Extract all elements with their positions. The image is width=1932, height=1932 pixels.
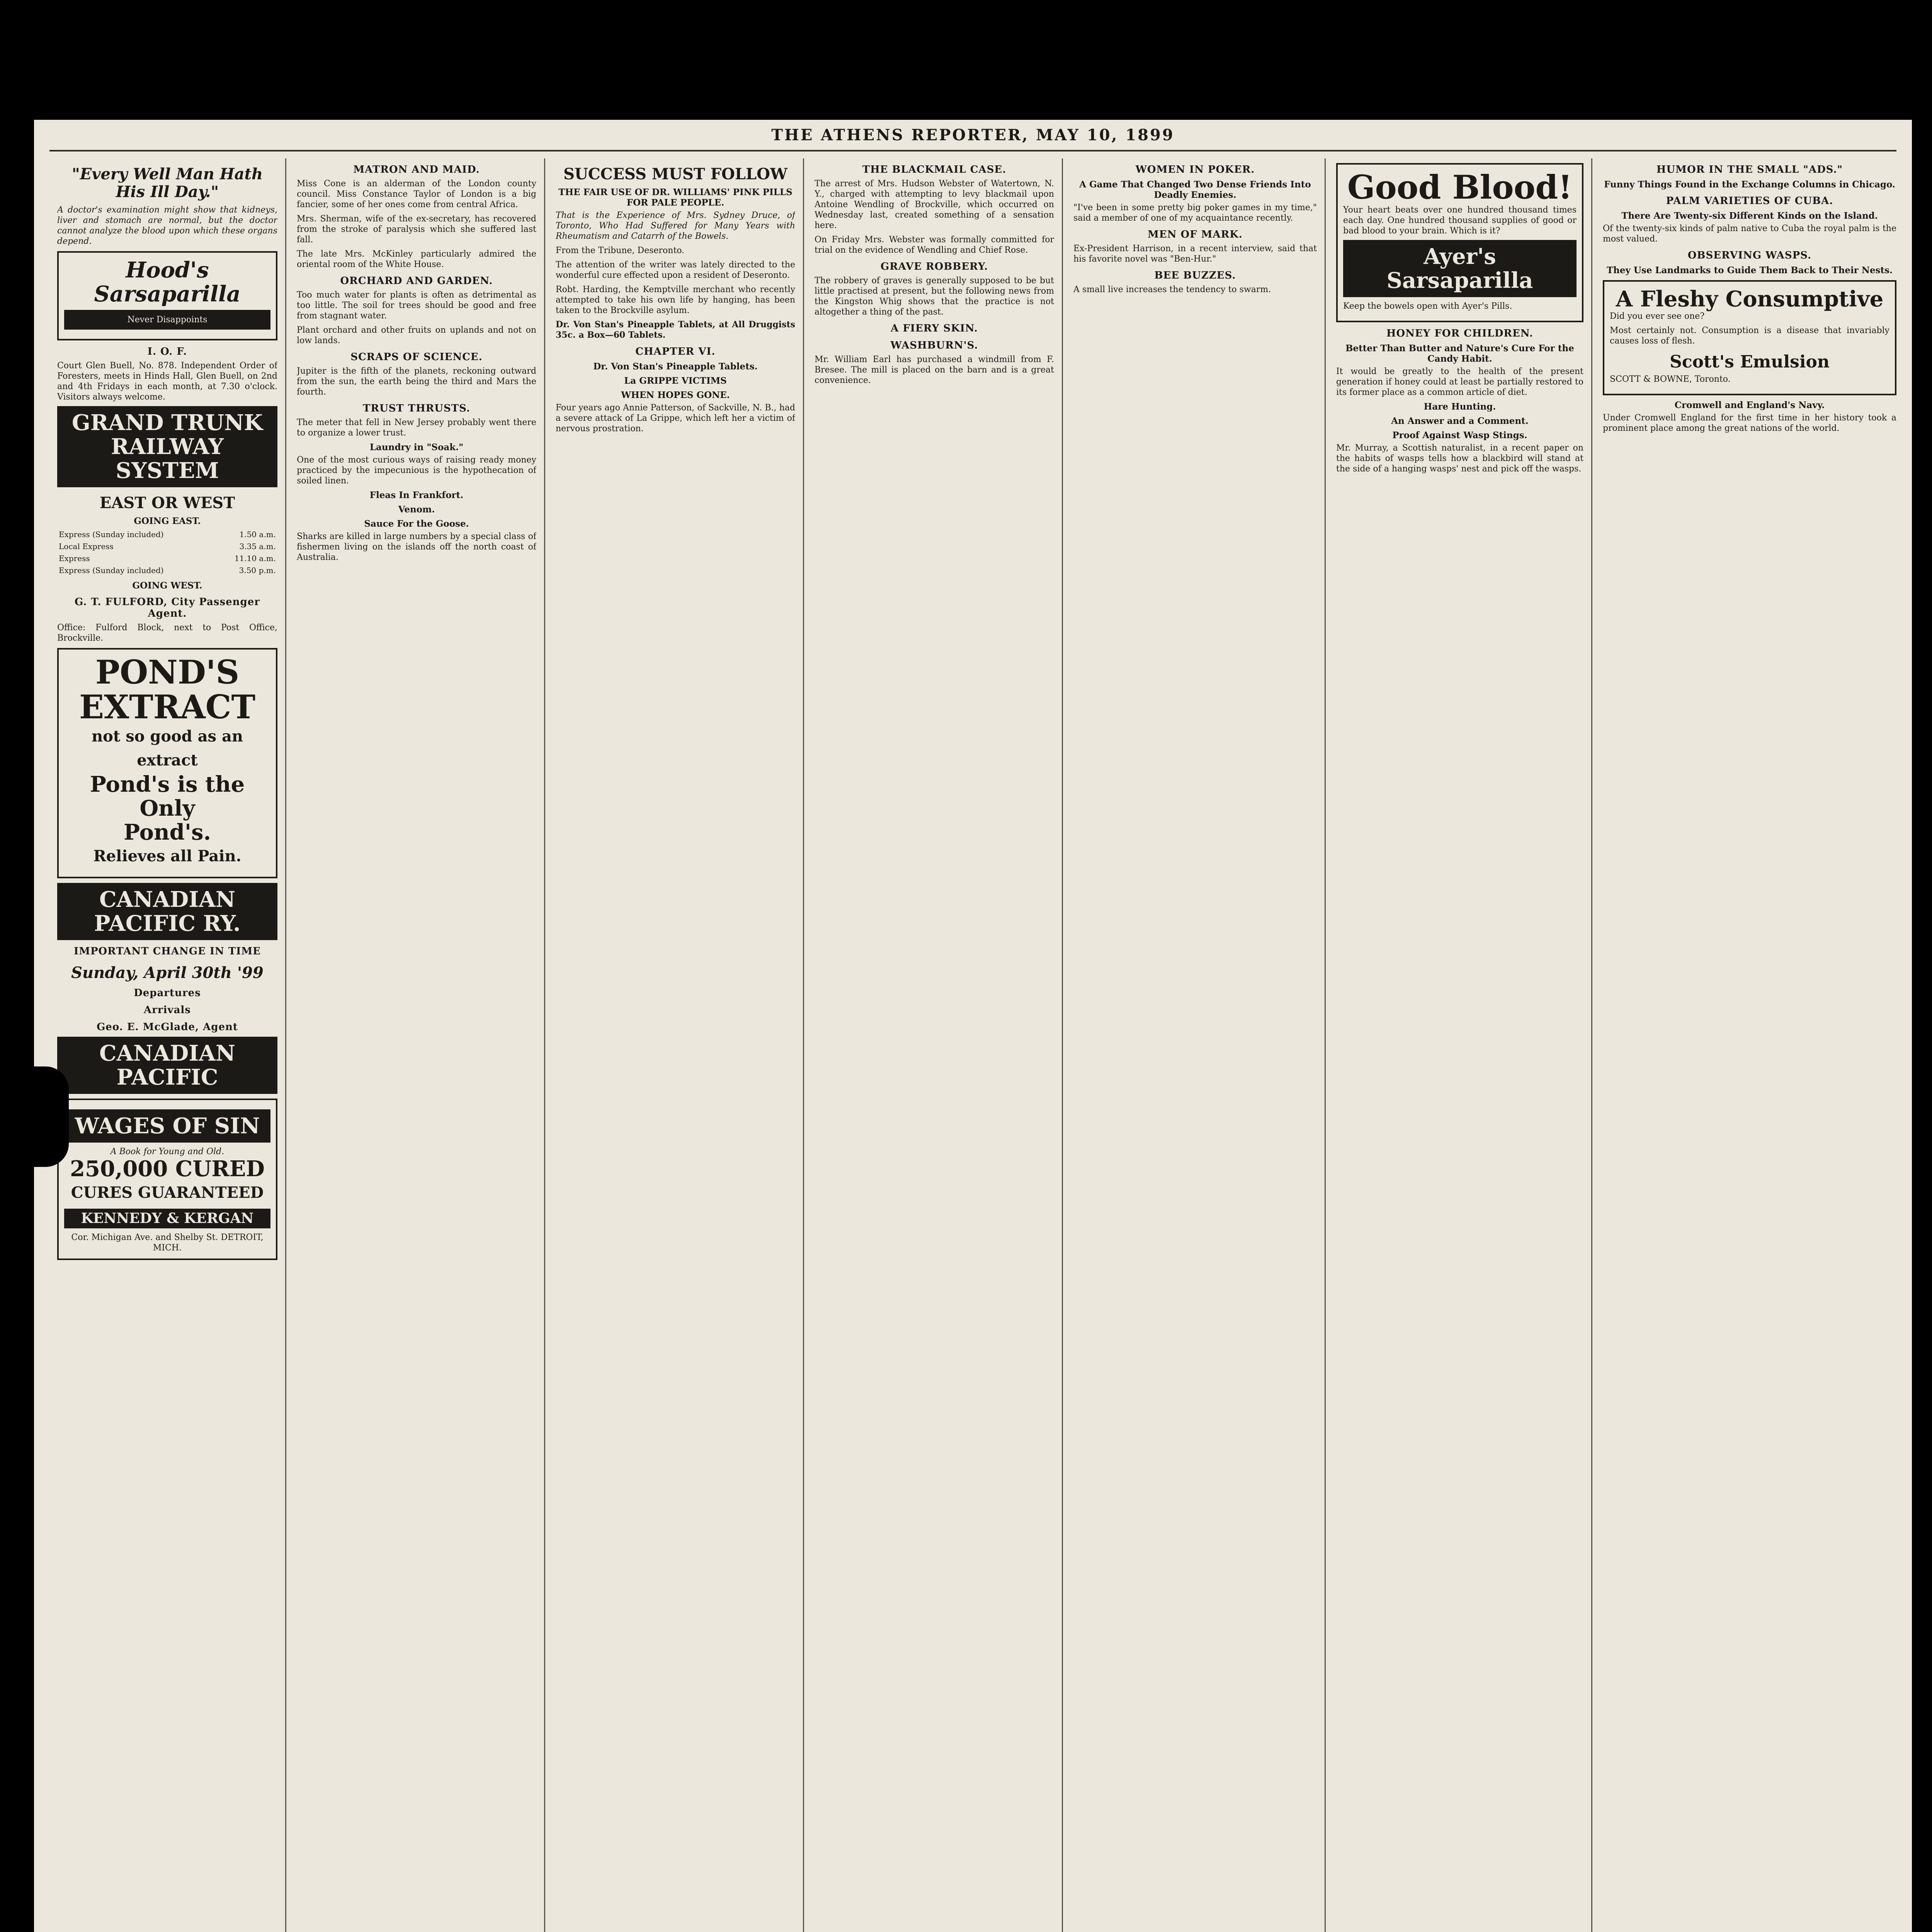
article-paragraph: From the Tribune, Deseronto. xyxy=(556,246,685,255)
newspaper-page xyxy=(34,120,1912,1932)
venom-heading: Venom. xyxy=(398,504,435,515)
wages-of-sin: WAGES OF SIN xyxy=(64,1109,270,1143)
grand-trunk-banner: GRAND TRUNK RAILWAY SYSTEM xyxy=(57,406,277,487)
column-6 xyxy=(1336,158,1583,1932)
hoods-ad-headline: "Every Well Man Hath His Ill Day." xyxy=(71,165,263,201)
article-paragraph: "I've been in some pretty big poker games in my time," said a member of one of my acquaintance recently. xyxy=(1073,203,1317,223)
article-paragraph: A small live increases the tendency to swarm. xyxy=(1073,285,1271,294)
article-paragraph: Sharks are killed in large numbers by a special class of fishermen living on the islands off the north coast of Australia. xyxy=(297,532,536,562)
success-subhead: THE FAIR USE OF DR. WILLIAMS' PINK PILLS FOR PALE PEOPLE. xyxy=(558,187,793,208)
article-paragraph: Ex-President Harrison, in a recent interview, said that his favorite novel was "Ben-Hur." xyxy=(1073,244,1317,264)
canadian-pacific-banner-2: CANADIAN PACIFIC xyxy=(57,1037,277,1094)
article-paragraph: Mrs. Sherman, wife of the ex-secretary, has recovered from the stroke of paralysis which she suffered last fall. xyxy=(297,214,536,245)
table-row: Express (Sunday included) 1.50 a.m. xyxy=(59,530,276,539)
masthead-rule xyxy=(49,150,1896,151)
canadian-pacific-banner: CANADIAN PACIFIC RY. xyxy=(57,883,277,940)
scraps-science-heading: SCRAPS OF SCIENCE. xyxy=(350,351,483,363)
matron-maid-heading: MATRON AND MAID. xyxy=(353,164,480,175)
bee-buzzes-heading: BEE BUZZES. xyxy=(1154,270,1236,281)
masthead: THE ATHENS REPORTER, MAY 10, 1899 xyxy=(771,126,1175,144)
good-blood-headline: Good Blood! xyxy=(1347,168,1573,206)
page-tear xyxy=(34,1066,69,1167)
column-7 xyxy=(1603,158,1896,1932)
column-divider xyxy=(1591,158,1592,1932)
column-divider xyxy=(285,158,286,1932)
men-of-mark-heading: MEN OF MARK. xyxy=(1148,229,1243,240)
table-row: Express (Sunday included) 3.50 p.m. xyxy=(59,566,276,575)
hoods-ad-brand-box xyxy=(57,251,277,340)
scotts-answer: Most certainly not. Consumption is a disease that invariably causes loss of flesh. xyxy=(1610,326,1889,346)
cpr-change: IMPORTANT CHANGE IN TIME xyxy=(74,946,261,957)
success-heading: SUCCESS MUST FOLLOW xyxy=(563,165,787,183)
column-4 xyxy=(815,158,1054,1932)
wasps-subhead: They Use Landmarks to Guide Them Back to Their Nests. xyxy=(1606,265,1893,276)
column-divider xyxy=(1062,158,1063,1932)
article-paragraph: That is the Experience of Mrs. Sydney Druce, of Toronto, Who Had Suffered for Many Years with Rheumatism and Catarrh of the Bowels. xyxy=(556,211,795,241)
ayers-pills: Keep the bowels open with Ayer's Pills. xyxy=(1343,301,1512,311)
scotts-brand: Scott's Emulsion xyxy=(1670,352,1830,372)
article-paragraph: One of the most curious ways of raising ready money practiced by the impecunious is the hypothecation of soiled linen. xyxy=(297,455,536,486)
article-paragraph: The late Mrs. McKinley particularly admired the oriental room of the White House. xyxy=(297,249,536,269)
ponds-line-3: not so good as an extract xyxy=(92,727,243,769)
la-grippe-heading: La GRIPPE VICTIMS xyxy=(624,376,727,386)
kennedy-kergan-firm: KENNEDY & KERGAN xyxy=(64,1209,270,1228)
ayers-ad xyxy=(1336,163,1583,322)
women-poker-subhead: A Game That Changed Two Dense Friends Into Deadly Enemies. xyxy=(1079,179,1311,200)
cpr-arrivals: Arrivals xyxy=(144,1004,191,1016)
article-paragraph: Too much water for plants is often as detrimental as too little. The soil for trees should be good and free from stagnant water. xyxy=(297,290,536,321)
orchard-garden-heading: ORCHARD AND GARDEN. xyxy=(340,275,493,287)
laundry-heading: Laundry in "Soak." xyxy=(369,442,464,452)
wasp-stings-heading: Proof Against Wasp Stings. xyxy=(1392,430,1527,440)
article-paragraph: Plant orchard and other fruits on uplands and not on low lands. xyxy=(297,325,536,345)
article-paragraph: Jupiter is the fifth of the planets, reckoning outward from the sun, the earth being the third and Mars the fourth. xyxy=(297,366,536,397)
ponds-line-2: EXTRACT xyxy=(79,688,256,726)
column-2 xyxy=(297,158,536,1932)
article-paragraph: Mr. William Earl has purchased a windmill from F. Bresee. The mill is placed on the barn and is a great convenience. xyxy=(815,355,1054,385)
article-paragraph: The arrest of Mrs. Hudson Webster of Watertown, N. Y., charged with attempting to levy blackmail upon Antoine Wendling of Brockville, which occurred on Wednesday last, created something of a sensation here. xyxy=(815,179,1054,230)
honey-children-heading: HONEY FOR CHILDREN. xyxy=(1386,328,1533,339)
ponds-line-4: Pond's is the Only xyxy=(90,772,245,821)
table-row: Local Express 3.35 a.m. xyxy=(59,542,276,551)
wages-sub: A Book for Young and Old. xyxy=(110,1147,224,1156)
kennedy-kergan-ad xyxy=(57,1099,277,1260)
gtr-office: Office: Fulford Block, next to Post Office, Brockville. xyxy=(57,623,277,643)
observing-wasps-heading: OBSERVING WASPS. xyxy=(1687,250,1812,261)
blackmail-heading: THE BLACKMAIL CASE. xyxy=(862,164,1007,175)
article-paragraph: The robbery of graves is generally supposed to be but little practised at present, but the following news from the Kingston Whig shows that the practice is not altogether a thing of the past. xyxy=(815,276,1054,317)
chapter-heading: CHAPTER VI. xyxy=(635,346,716,357)
iof-body: Court Glen Buell, No. 878. Independent Order of Foresters, meets in Hinds Hall, Glen Buell, on 2nd and 4th Fridays in each month, at 7.30 o'clock. Visitors always welcome. xyxy=(57,361,277,402)
column-divider xyxy=(544,158,545,1932)
hoods-brand: Hood's Sarsaparilla xyxy=(94,257,241,307)
cromwell-heading: Cromwell and England's Navy. xyxy=(1674,400,1825,410)
column-divider xyxy=(1325,158,1326,1932)
ponds-line-1: POND'S xyxy=(95,653,240,691)
scotts-question: Did you ever see one? xyxy=(1610,311,1705,321)
ayers-body: Your heart beats over one hundred thousand times each day. One hundred thousand supplies of good or bad blood to your brain. Which is it? xyxy=(1343,205,1577,236)
ponds-line-5: Pond's. xyxy=(124,820,211,845)
column-5 xyxy=(1073,158,1317,1932)
humor-ads-heading: HUMOR IN THE SMALL "ADS." xyxy=(1656,164,1843,175)
article-paragraph: On Friday Mrs. Webster was formally committed for trial on the evidence of Wendling and Chief Rose. xyxy=(815,235,1054,255)
article-paragraph: The attention of the writer was lately directed to the wonderful cure effected upon a resident of Deseronto. xyxy=(556,260,795,280)
article-paragraph: Robt. Harding, the Kemptville merchant who recently attempted to take his own life by hanging, has been taken to the Brockville asylum. xyxy=(556,285,795,315)
scotts-emulsion-ad xyxy=(1603,280,1896,395)
article-paragraph: Four years ago Annie Patterson, of Sackville, N. B., had a severe attack of La Grippe, which left her a victim of nervous prostration. xyxy=(556,403,795,434)
pineapple-ad: Dr. Von Stan's Pineapple Tablets, at All Druggists 35c. a Box—60 Tablets. xyxy=(556,320,795,340)
palm-varieties-heading: PALM VARIETIES OF CUBA. xyxy=(1666,195,1833,207)
table-row: Express 11.10 a.m. xyxy=(59,554,276,563)
column-1 xyxy=(57,158,277,1932)
ponds-extract-ad xyxy=(57,648,277,878)
iof-heading: I. O. F. xyxy=(147,346,187,357)
humor-subhead: Funny Things Found in the Exchange Columns in Chicago. xyxy=(1604,179,1895,190)
going-east-label: GOING EAST. xyxy=(134,516,201,526)
hopes-heading: WHEN HOPES GONE. xyxy=(621,390,730,400)
grave-robbery-heading: GRAVE ROBBERY. xyxy=(880,261,988,272)
fiery-skin-heading: A FIERY SKIN. xyxy=(891,323,978,334)
article-paragraph: Under Cromwell England for the first time in her history took a prominent place among the great nations of the world. xyxy=(1603,413,1896,433)
fleas-heading: Fleas In Frankfort. xyxy=(369,490,464,500)
scotts-maker: SCOTT & BOWNE, Toronto. xyxy=(1610,374,1731,384)
cures-guaranteed: CURES GUARANTEED xyxy=(71,1184,264,1202)
kennedy-kergan-address: Cor. Michigan Ave. and Shelby St. DETROIT, MICH. xyxy=(71,1233,264,1253)
answer-comment-heading: An Answer and a Comment. xyxy=(1391,416,1529,426)
article-paragraph: It would be greatly to the health of the present generation if honey could at least be partially restored to its former place as a common article of diet. xyxy=(1336,367,1583,397)
trust-thrusts-heading: TRUST THRUSTS. xyxy=(362,403,471,414)
article-paragraph: Miss Cone is an alderman of the London county council. Miss Constance Taylor of London is a big fancier, some of her ones come from central Africa. xyxy=(297,179,536,209)
article-paragraph: The meter that fell in New Jersey probably went there to organize a lower trust. xyxy=(297,418,536,438)
hoods-ad-body: A doctor's examination might show that kidneys, liver and stomach are normal, but the doctor cannot analyze the blood upon which these organs depend. xyxy=(57,205,277,246)
palm-subhead: There Are Twenty-six Different Kinds on the Island. xyxy=(1621,211,1878,221)
pineapple-heading: Dr. Von Stan's Pineapple Tablets. xyxy=(593,361,758,372)
cpr-date: Sunday, April 30th '99 xyxy=(71,964,264,982)
cpr-departures: Departures xyxy=(134,987,201,999)
grand-trunk-sub: EAST OR WEST xyxy=(99,494,235,512)
honey-subhead: Better Than Butter and Nature's Cure For the Candy Habit. xyxy=(1345,343,1574,364)
cpr-agent: Geo. E. McGlade, Agent xyxy=(97,1021,238,1033)
washburns-heading: WASHBURN'S. xyxy=(890,340,978,351)
hoods-tagline: Never Disappoints xyxy=(64,310,270,330)
women-poker-heading: WOMEN IN POKER. xyxy=(1135,164,1255,175)
column-divider xyxy=(803,158,804,1932)
train-timetable xyxy=(57,529,277,577)
hare-hunting-heading: Hare Hunting. xyxy=(1423,401,1496,412)
cured-count: 250,000 CURED xyxy=(70,1156,265,1182)
ayers-brand: Ayer's Sarsaparilla xyxy=(1343,240,1577,297)
article-paragraph: Mr. Murray, a Scottish naturalist, in a recent paper on the habits of wasps tells how a blackbird will stand at the side of a hanging wasps' nest and pick off the wasps. xyxy=(1336,443,1583,474)
gtr-agent: G. T. FULFORD, City Passenger Agent. xyxy=(75,596,260,619)
sauce-heading: Sauce For the Goose. xyxy=(364,519,469,529)
fleshy-consumptive-headline: A Fleshy Consumptive xyxy=(1616,286,1884,312)
going-west-label: GOING WEST. xyxy=(132,580,202,591)
ponds-line-6: Relieves all Pain. xyxy=(93,847,242,865)
article-paragraph: Of the twenty-six kinds of palm native to Cuba the royal palm is the most valued. xyxy=(1603,224,1896,244)
column-3 xyxy=(556,158,795,1932)
